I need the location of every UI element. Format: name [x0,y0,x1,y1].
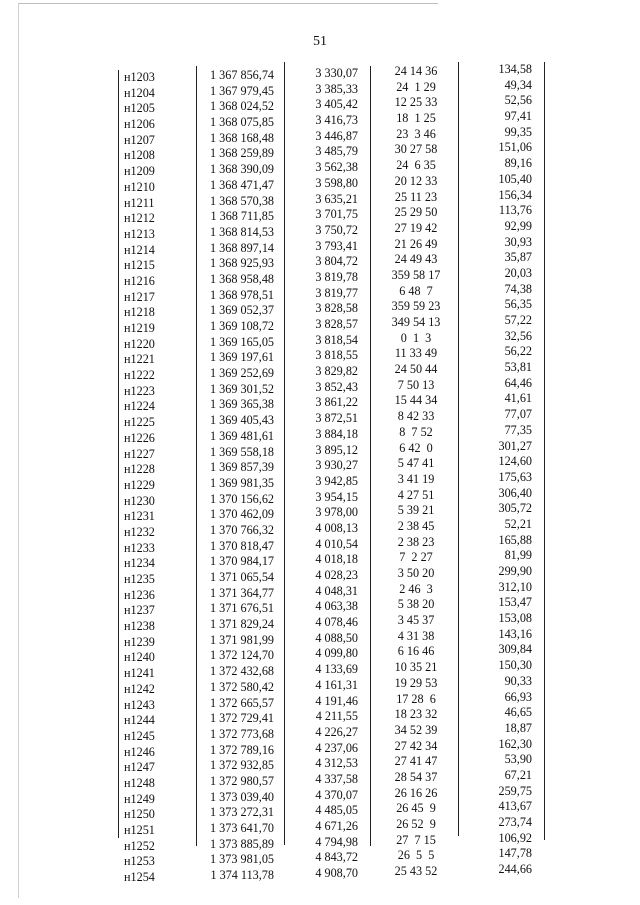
x-coordinate-cell: 1 369 052,37 [210,303,274,318]
y-coordinate-cell: 3 405,42 [315,97,358,112]
direction-angle-cell: 21 26 49 [394,236,438,251]
y-coordinate-cell: 4 018,18 [315,552,358,567]
y-coordinate-cell: 3 942,85 [315,473,358,488]
x-coordinate-cell: 1 372 580,42 [210,679,274,694]
x-coordinate-cell: 1 371 829,24 [210,617,274,632]
y-coordinate-cell: 4 337,58 [315,771,358,786]
x-coordinate-cell: 1 370 984,17 [210,554,274,569]
y-coordinate-cell: 3 930,27 [315,458,358,473]
y-coordinate-cell: 3 861,22 [315,395,358,410]
column-separator [458,62,459,836]
y-coordinate-cell: 4 048,31 [315,583,358,598]
x-coordinate-cell: 1 370 462,09 [210,507,274,522]
point-name-cell: н1215 [124,258,155,273]
page-number: 51 [313,34,327,49]
y-coordinate-cell: 3 416,73 [315,113,358,128]
column-separator [370,66,371,846]
distance-cell: 413,67 [498,799,532,814]
top-rule [18,3,438,4]
direction-angle-cell: 26 52 9 [396,817,436,831]
x-coordinate-cell: 1 373 981,05 [210,852,274,867]
distance-cell: 165,88 [498,532,532,547]
x-coordinate-cell: 1 369 365,38 [210,397,274,412]
point-name-cell: н1227 [124,446,155,461]
page-left-edge [18,3,19,898]
point-name-cell: н1214 [124,242,155,257]
y-coordinate-cell: 4 485,05 [315,803,358,818]
direction-angle-cell: 10 35 21 [394,660,438,675]
direction-angle-cell: 359 59 23 [391,299,441,314]
point-name-cell: н1251 [124,823,155,837]
direction-angle-cell: 27 19 42 [394,220,438,235]
point-name-cell: н1244 [124,713,155,728]
direction-angle-cell: 5 39 21 [397,503,435,518]
direction-angle-cell: 6 48 7 [399,283,433,298]
point-name-cell: н1233 [124,540,155,555]
y-coordinate-cell: 4 191,46 [315,693,358,708]
point-name-cell: н1224 [124,399,155,414]
x-coordinate-cell: 1 368 471,47 [210,177,274,192]
x-coordinate-cell: 1 372 432,68 [210,664,274,679]
x-coordinate-cell: 1 369 481,61 [210,428,274,443]
x-coordinate-cell: 1 367 856,74 [210,68,274,82]
point-name-cell: н1238 [124,619,155,634]
x-coordinate-cell: 1 374 113,78 [210,868,274,883]
y-coordinate-cell: 4 237,06 [315,740,358,755]
distance-cell: 312,10 [498,579,532,594]
direction-angle-cell: 27 7 15 [396,832,436,847]
distance-cell: 32,56 [504,328,532,343]
distance-cell: 244,66 [498,862,532,877]
y-coordinate-cell: 3 485,79 [315,144,358,159]
direction-angle-column [380,64,452,880]
point-name-cell: н1213 [124,226,155,241]
point-name-cell: н1220 [124,336,155,351]
distance-cell: 30,93 [504,234,532,249]
distance-cell: 156,34 [498,187,532,202]
point-name-cell: н1252 [124,838,155,853]
distance-cell: 77,07 [504,407,532,422]
direction-angle-cell: 6 42 0 [399,440,433,455]
distance-cell: 67,21 [504,767,532,782]
direction-angle-cell: 24 6 35 [396,158,436,173]
distance-cell: 153,47 [498,595,532,610]
distance-cell: 162,30 [498,736,532,751]
x-coordinate-cell: 1 371 364,77 [210,585,274,600]
direction-angle-cell: 20 12 33 [394,173,438,188]
point-name-cell: н1253 [124,854,155,869]
distance-cell: 299,90 [498,564,532,578]
x-coordinate-cell: 1 369 857,39 [210,460,274,475]
y-coordinate-cell: 4 312,53 [315,756,358,771]
direction-angle-cell: 8 7 52 [399,424,433,439]
distance-cell: 309,84 [498,642,532,657]
direction-angle-cell: 23 3 46 [396,126,436,141]
point-name-cell: н1226 [124,430,155,445]
y-coordinate-cell: 3 829,82 [315,364,358,379]
x-coordinate-cell: 1 370 766,32 [210,522,274,537]
point-name-cell: н1217 [124,289,155,304]
distance-cell: 56,22 [504,344,532,359]
y-coordinate-cell: 4 370,07 [315,787,358,802]
x-coordinate-cell: 1 372 980,57 [210,773,274,788]
distance-cell: 74,38 [504,281,532,296]
y-coordinate-cell: 4 099,80 [315,646,358,661]
y-coordinate-cell: 3 819,77 [315,285,358,300]
x-coordinate-cell: 1 372 729,41 [210,711,274,726]
x-coordinate-cell: 1 369 252,69 [210,366,274,381]
y-coordinate-cell: 3 793,41 [315,238,358,253]
direction-angle-cell: 25 43 52 [394,864,438,879]
x-coordinate-cell: 1 368 390,09 [210,162,274,177]
point-name-cell: н1247 [124,760,155,775]
distance-cell: 64,46 [504,375,532,390]
y-coordinate-cell: 4 161,31 [315,677,358,692]
direction-angle-cell: 24 1 29 [396,79,436,94]
direction-angle-cell: 3 50 20 [397,566,435,580]
point-name-cell: н1232 [124,524,155,539]
y-coordinate-column [292,66,358,882]
x-coordinate-cell: 1 373 039,40 [210,789,274,804]
point-name-cell: н1235 [124,572,155,586]
y-coordinate-cell: 3 852,43 [315,379,358,394]
point-name-cell: н1230 [124,493,155,508]
x-coordinate-cell: 1 373 641,70 [210,821,274,835]
x-coordinate-cell: 1 368 075,85 [210,115,274,130]
direction-angle-cell: 19 29 53 [394,675,438,690]
distance-cell: 147,78 [498,846,532,861]
distance-cell: 153,08 [498,611,532,626]
direction-angle-cell: 25 11 23 [394,189,438,204]
point-name-cell: н1219 [124,321,155,335]
point-name-cell: н1212 [124,211,155,226]
direction-angle-cell: 34 52 39 [394,722,438,737]
x-coordinate-column [198,68,274,884]
x-coordinate-cell: 1 369 405,43 [210,413,274,428]
y-coordinate-cell: 4 028,23 [315,568,358,582]
y-coordinate-cell: 4 794,98 [315,834,358,849]
y-coordinate-cell: 3 895,12 [315,442,358,457]
distance-cell: 97,41 [504,109,532,124]
y-coordinate-cell: 4 843,72 [315,850,358,865]
direction-angle-cell: 4 31 38 [397,628,435,643]
point-name-cell: н1208 [124,148,155,163]
distance-cell: 124,60 [498,454,532,469]
x-coordinate-cell: 1 369 558,18 [210,444,274,459]
distance-cell: 52,56 [504,93,532,108]
y-coordinate-cell: 3 884,18 [315,426,358,441]
direction-angle-cell: 11 33 49 [394,346,438,361]
point-name-cell: н1240 [124,650,155,665]
y-coordinate-cell: 3 828,58 [315,301,358,316]
direction-angle-cell: 3 41 19 [397,471,435,486]
x-coordinate-cell: 1 371 065,54 [210,570,274,584]
direction-angle-cell: 12 25 33 [394,95,438,110]
distance-cell: 273,74 [498,815,532,829]
x-coordinate-cell: 1 368 814,53 [210,224,274,239]
y-coordinate-cell: 4 211,55 [315,709,358,724]
y-coordinate-cell: 4 008,13 [315,520,358,535]
direction-angle-cell: 2 38 23 [397,534,435,549]
direction-angle-cell: 5 38 20 [397,597,435,612]
point-name-cell: н1231 [124,509,155,524]
point-name-cell: н1211 [124,195,155,210]
y-coordinate-cell: 4 908,70 [315,866,358,881]
direction-angle-cell: 8 42 33 [397,409,435,424]
x-coordinate-cell: 1 372 773,68 [210,726,274,741]
point-name-cell: н1216 [124,273,155,288]
direction-angle-cell: 27 41 47 [394,754,438,769]
point-name-cell: н1221 [124,352,155,367]
x-coordinate-cell: 1 371 981,99 [210,632,274,647]
direction-angle-cell: 26 45 9 [396,801,436,816]
x-coordinate-cell: 1 369 981,35 [210,475,274,490]
y-coordinate-cell: 3 598,80 [315,175,358,190]
table-border-right [544,62,545,840]
x-coordinate-cell: 1 369 165,05 [210,334,274,349]
y-coordinate-cell: 3 872,51 [315,411,358,426]
point-name-cell: н1204 [124,85,155,100]
x-coordinate-cell: 1 373 272,31 [210,805,274,820]
point-name-cell: н1243 [124,697,155,712]
point-name-cell: н1242 [124,681,155,696]
distance-cell: 81,99 [504,548,532,563]
point-name-cell: н1249 [124,791,155,806]
y-coordinate-cell: 3 446,87 [315,128,358,143]
y-coordinate-cell: 3 750,72 [315,222,358,237]
y-coordinate-cell: 3 818,55 [315,348,358,363]
direction-angle-cell: 27 42 34 [394,738,438,753]
x-coordinate-cell: 1 369 197,61 [210,350,274,365]
x-coordinate-cell: 1 370 818,47 [210,538,274,553]
point-name-cell: н1222 [124,368,155,383]
x-coordinate-cell: 1 373 885,89 [210,836,274,851]
distance-cell: 175,63 [498,469,532,484]
y-coordinate-cell: 3 804,72 [315,254,358,269]
point-name-cell: н1234 [124,556,155,571]
direction-angle-cell: 349 54 13 [391,315,441,329]
column-separator [196,66,197,846]
y-coordinate-cell: 3 828,57 [315,317,358,331]
distance-cell: 66,93 [504,689,532,704]
distance-cell: 35,87 [504,250,532,265]
direction-angle-cell: 24 14 36 [394,64,438,78]
distance-cell: 18,87 [504,720,532,735]
distance-cell: 105,40 [498,171,532,186]
y-coordinate-cell: 3 635,21 [315,191,358,206]
distance-cell: 306,40 [498,485,532,500]
y-coordinate-cell: 4 010,54 [315,536,358,551]
distance-column [466,62,532,878]
x-coordinate-cell: 1 367 979,45 [210,83,274,98]
x-coordinate-cell: 1 372 789,16 [210,742,274,757]
distance-cell: 49,34 [504,77,532,92]
distance-cell: 151,06 [498,140,532,155]
distance-cell: 56,35 [504,297,532,312]
point-name-cell: н1205 [124,101,155,116]
x-coordinate-cell: 1 370 156,62 [210,491,274,506]
x-coordinate-cell: 1 372 665,57 [210,695,274,710]
point-name-cell: н1203 [124,70,155,84]
distance-cell: 301,27 [498,438,532,453]
point-name-cell: н1239 [124,634,155,649]
point-name-cell: н1241 [124,666,155,681]
y-coordinate-cell: 4 671,26 [315,819,358,833]
distance-cell: 46,65 [504,705,532,720]
direction-angle-cell: 5 47 41 [397,456,435,471]
direction-angle-cell: 7 50 13 [397,377,435,392]
direction-angle-cell: 359 58 17 [391,267,441,282]
distance-cell: 92,99 [504,218,532,233]
point-name-cell: н1245 [124,728,155,743]
direction-angle-cell: 24 50 44 [394,362,438,377]
point-name-cell: н1254 [124,870,155,885]
y-coordinate-cell: 3 701,75 [315,207,358,222]
y-coordinate-cell: 4 133,69 [315,662,358,677]
x-coordinate-cell: 1 372 932,85 [210,758,274,773]
point-name-cell: н1229 [124,477,155,492]
x-coordinate-cell: 1 368 978,51 [210,287,274,302]
direction-angle-cell: 17 28 6 [396,691,436,706]
y-coordinate-cell: 3 385,33 [315,81,358,96]
direction-angle-cell: 4 27 51 [397,487,435,502]
table-border-left [118,70,119,838]
point-name-cell: н1250 [124,807,155,822]
direction-angle-cell: 18 1 25 [396,111,436,126]
distance-cell: 57,22 [504,313,532,327]
y-coordinate-cell: 3 818,54 [315,332,358,347]
y-coordinate-cell: 3 562,38 [315,160,358,175]
point-name-cell: н1223 [124,383,155,398]
x-coordinate-cell: 1 368 958,48 [210,271,274,286]
point-name-cell: н1246 [124,744,155,759]
x-coordinate-cell: 1 368 897,14 [210,240,274,255]
x-coordinate-cell: 1 368 570,38 [210,193,274,208]
x-coordinate-cell: 1 368 711,85 [210,209,274,224]
distance-cell: 77,35 [504,422,532,437]
y-coordinate-cell: 4 088,50 [315,630,358,645]
direction-angle-cell: 18 23 32 [394,707,438,722]
x-coordinate-cell: 1 368 925,93 [210,256,274,271]
point-name-cell: н1210 [124,179,155,194]
direction-angle-cell: 28 54 37 [394,769,438,784]
column-separator [284,62,285,845]
y-coordinate-cell: 3 978,00 [315,505,358,520]
x-coordinate-cell: 1 371 676,51 [210,601,274,616]
point-name-cell: н1218 [124,305,155,320]
y-coordinate-cell: 3 330,07 [315,66,358,80]
y-coordinate-cell: 4 078,46 [315,615,358,630]
distance-cell: 305,72 [498,501,532,516]
point-name-cell: н1209 [124,164,155,179]
direction-angle-cell: 25 29 50 [394,205,438,220]
point-name-cell: н1225 [124,415,155,430]
direction-angle-cell: 26 16 26 [394,785,438,800]
y-coordinate-cell: 4 063,38 [315,599,358,614]
x-coordinate-cell: 1 372 124,70 [210,648,274,663]
direction-angle-cell: 15 44 34 [394,393,438,408]
distance-cell: 259,75 [498,783,532,798]
x-coordinate-cell: 1 368 024,52 [210,99,274,114]
point-name-cell: н1248 [124,775,155,790]
direction-angle-cell: 3 45 37 [397,613,435,628]
distance-cell: 89,16 [504,156,532,171]
point-name-cell: н1236 [124,587,155,602]
direction-angle-cell: 2 46 3 [399,581,433,596]
distance-cell: 53,90 [504,752,532,767]
distance-cell: 20,03 [504,265,532,280]
direction-angle-cell: 26 5 5 [397,848,435,863]
distance-cell: 150,30 [498,658,532,673]
direction-angle-cell: 7 2 27 [399,550,433,565]
direction-angle-cell: 6 16 46 [397,644,435,659]
distance-cell: 53,81 [504,360,532,375]
distance-cell: 41,61 [504,391,532,406]
distance-cell: 106,92 [498,830,532,845]
distance-cell: 143,16 [498,626,532,641]
distance-cell: 90,33 [504,673,532,688]
point-name-cell: н1237 [124,603,155,618]
x-coordinate-cell: 1 369 301,52 [210,381,274,396]
y-coordinate-cell: 3 819,78 [315,269,358,284]
point-name-cell: н1207 [124,132,155,147]
distance-cell: 134,58 [498,62,532,76]
direction-angle-cell: 24 49 43 [394,252,438,267]
point-name-cell: н1206 [124,117,155,132]
direction-angle-cell: 30 27 58 [394,142,438,157]
x-coordinate-cell: 1 368 259,89 [210,146,274,161]
direction-angle-cell: 2 38 45 [397,518,435,533]
distance-cell: 113,76 [498,203,532,218]
x-coordinate-cell: 1 368 168,48 [210,130,274,145]
point-name-cell: н1228 [124,462,155,477]
y-coordinate-cell: 4 226,27 [315,724,358,739]
distance-cell: 99,35 [504,124,532,139]
direction-angle-cell: 0 1 3 [400,330,432,345]
point-name-column [124,70,182,886]
distance-cell: 52,21 [504,516,532,531]
y-coordinate-cell: 3 954,15 [315,489,358,504]
x-coordinate-cell: 1 369 108,72 [210,319,274,333]
